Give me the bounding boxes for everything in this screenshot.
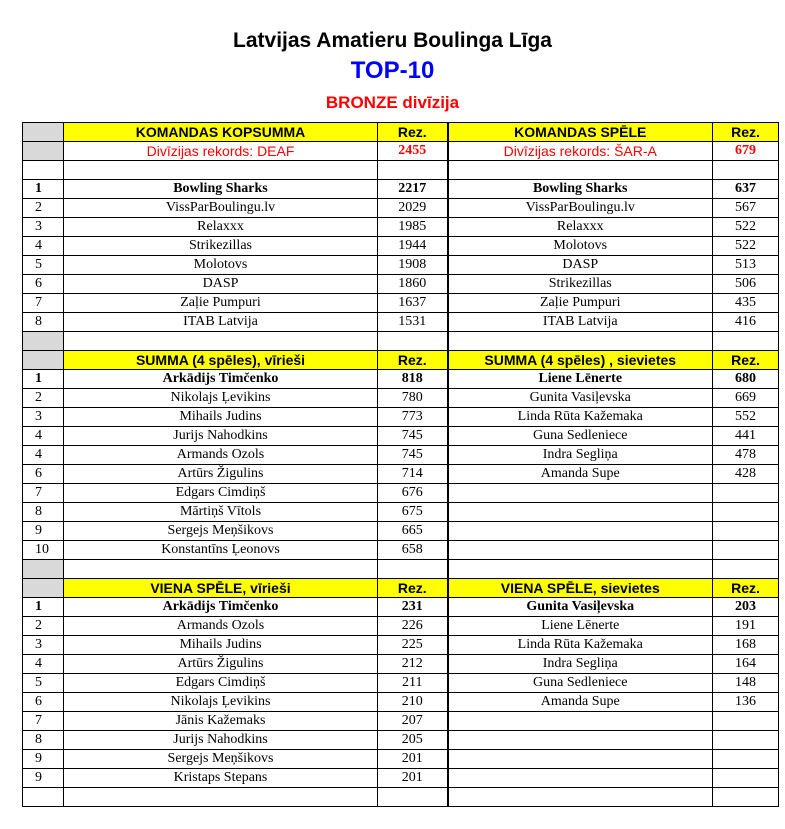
rank-header-cell	[23, 351, 64, 370]
blank-cell	[448, 560, 713, 579]
score-cell: 1637	[378, 294, 448, 313]
right-section-title: KOMANDAS SPĒLE	[448, 123, 713, 142]
score-cell: 506	[713, 275, 779, 294]
name-cell: Nikolajs Ļevikins	[64, 693, 378, 712]
left-rez-header: Rez.	[378, 123, 448, 142]
score-cell: 1944	[378, 237, 448, 256]
name-cell: Amanda Supe	[448, 465, 713, 484]
table-row	[23, 370, 779, 389]
rank-cell: 1	[23, 598, 64, 617]
blank-cell	[64, 332, 378, 351]
score-cell: 478	[713, 446, 779, 465]
table-row	[23, 712, 779, 731]
name-cell: DASP	[448, 256, 713, 275]
name-cell: Gunita Vasiļevska	[448, 389, 713, 408]
score-cell: 205	[378, 731, 448, 750]
score-cell: 665	[378, 522, 448, 541]
score-cell: 231	[378, 598, 448, 617]
name-cell: Amanda Supe	[448, 693, 713, 712]
score-cell: 714	[378, 465, 448, 484]
table-row	[23, 237, 779, 256]
name-cell: Guna Sedleniece	[448, 674, 713, 693]
rank-cell: 4	[23, 237, 64, 256]
blank-cell	[64, 560, 378, 579]
name-cell: Arkādijs Timčenko	[64, 370, 378, 389]
rank-cell: 5	[23, 674, 64, 693]
name-cell	[448, 731, 713, 750]
score-cell	[713, 484, 779, 503]
top-title: TOP-10	[350, 57, 435, 84]
score-cell: 168	[713, 636, 779, 655]
name-cell: VissParBoulingu.lv	[448, 199, 713, 218]
score-cell: 745	[378, 446, 448, 465]
name-cell: Bowling Sharks	[448, 180, 713, 199]
name-cell: Gunita Vasiļevska	[448, 598, 713, 617]
name-cell: ITAB Latvija	[64, 313, 378, 332]
table-row	[23, 218, 779, 237]
score-cell: 428	[713, 465, 779, 484]
name-cell: Mihails Judins	[64, 636, 378, 655]
spacer-row	[23, 332, 779, 351]
score-cell: 416	[713, 313, 779, 332]
score-cell: 658	[378, 541, 448, 560]
results-table	[22, 122, 779, 807]
rank-header-cell	[23, 123, 64, 142]
name-cell: Jānis Kažemaks	[64, 712, 378, 731]
score-cell	[713, 541, 779, 560]
right-rez-header: Rez.	[713, 579, 779, 598]
score-cell: 210	[378, 693, 448, 712]
name-cell: Artūrs Žigulins	[64, 655, 378, 674]
rank-cell: 1	[23, 370, 64, 389]
score-cell: 1908	[378, 256, 448, 275]
rank-cell: 9	[23, 522, 64, 541]
name-cell	[448, 750, 713, 769]
score-cell: 164	[713, 655, 779, 674]
blank-cell	[23, 788, 64, 807]
name-cell: Molotovs	[64, 256, 378, 275]
rank-cell: 2	[23, 199, 64, 218]
score-cell: 211	[378, 674, 448, 693]
name-cell: Molotovs	[448, 237, 713, 256]
blank-cell	[23, 161, 64, 180]
table-row	[23, 503, 779, 522]
blank-cell	[713, 788, 779, 807]
score-cell: 435	[713, 294, 779, 313]
name-cell: Armands Ozols	[64, 446, 378, 465]
rank-cell: 5	[23, 256, 64, 275]
record-value: 679	[713, 142, 779, 161]
right-rez-header: Rez.	[713, 351, 779, 370]
rank-cell: 2	[23, 389, 64, 408]
left-rez-header: Rez.	[378, 351, 448, 370]
table-row	[23, 598, 779, 617]
rank-cell: 7	[23, 712, 64, 731]
name-cell: Zaļie Pumpuri	[448, 294, 713, 313]
name-cell: Konstantīns Ļeonovs	[64, 541, 378, 560]
score-cell	[713, 503, 779, 522]
rank-cell	[23, 142, 64, 161]
name-cell: Guna Sedleniece	[448, 427, 713, 446]
spacer-row	[23, 560, 779, 579]
rank-cell: 8	[23, 503, 64, 522]
score-cell	[713, 522, 779, 541]
spacer-row	[23, 161, 779, 180]
score-cell	[713, 712, 779, 731]
rank-cell: 2	[23, 617, 64, 636]
score-cell	[713, 731, 779, 750]
table-row	[23, 465, 779, 484]
left-rez-header: Rez.	[378, 579, 448, 598]
name-cell: Jurijs Nahodkins	[64, 731, 378, 750]
rank-cell: 1	[23, 180, 64, 199]
table-row	[23, 446, 779, 465]
score-cell: 522	[713, 237, 779, 256]
score-cell: 226	[378, 617, 448, 636]
score-cell: 675	[378, 503, 448, 522]
score-cell: 201	[378, 750, 448, 769]
name-cell	[448, 712, 713, 731]
name-cell	[448, 769, 713, 788]
table-row	[23, 427, 779, 446]
blank-cell	[378, 788, 448, 807]
name-cell: Mihails Judins	[64, 408, 378, 427]
score-cell: 2029	[378, 199, 448, 218]
table-row	[23, 731, 779, 750]
name-cell: Linda Rūta Kažemaka	[448, 636, 713, 655]
score-cell: 203	[713, 598, 779, 617]
name-cell: Strikezillas	[64, 237, 378, 256]
score-cell	[713, 750, 779, 769]
score-cell: 207	[378, 712, 448, 731]
score-cell: 1985	[378, 218, 448, 237]
blank-cell	[713, 332, 779, 351]
rank-cell: 7	[23, 484, 64, 503]
table-row	[23, 655, 779, 674]
blank-cell	[23, 560, 64, 579]
blank-cell	[378, 161, 448, 180]
name-cell: ITAB Latvija	[448, 313, 713, 332]
name-cell: Zaļie Pumpuri	[64, 294, 378, 313]
name-cell: Liene Lēnerte	[448, 370, 713, 389]
left-section-title: SUMMA (4 spēles), vīrieši	[64, 351, 378, 370]
league-title: Latvijas Amatieru Boulinga Līga	[233, 29, 552, 52]
spacer-row	[23, 788, 779, 807]
table-row	[23, 313, 779, 332]
score-cell: 2217	[378, 180, 448, 199]
table-row	[23, 750, 779, 769]
table-row	[23, 522, 779, 541]
score-cell: 513	[713, 256, 779, 275]
blank-cell	[713, 161, 779, 180]
section-header-row	[23, 579, 779, 598]
name-cell: Relaxxx	[448, 218, 713, 237]
table-row	[23, 674, 779, 693]
table-row	[23, 541, 779, 560]
score-cell: 780	[378, 389, 448, 408]
blank-cell	[448, 332, 713, 351]
table-row	[23, 256, 779, 275]
score-cell: 552	[713, 408, 779, 427]
score-cell: 1531	[378, 313, 448, 332]
right-section-title: VIENA SPĒLE, sievietes	[448, 579, 713, 598]
score-cell: 680	[713, 370, 779, 389]
record-label: Divīzijas rekords: DEAF	[64, 142, 378, 161]
left-section-title: VIENA SPĒLE, vīrieši	[64, 579, 378, 598]
blank-cell	[448, 161, 713, 180]
score-cell: 212	[378, 655, 448, 674]
table-row	[23, 275, 779, 294]
record-value: 2455	[378, 142, 448, 161]
name-cell: Nikolajs Ļevikins	[64, 389, 378, 408]
score-cell: 136	[713, 693, 779, 712]
blank-cell	[378, 332, 448, 351]
table-row	[23, 180, 779, 199]
score-cell: 225	[378, 636, 448, 655]
table-row	[23, 769, 779, 788]
score-cell: 773	[378, 408, 448, 427]
rank-header-cell	[23, 579, 64, 598]
name-cell: Artūrs Žigulins	[64, 465, 378, 484]
blank-cell	[23, 332, 64, 351]
name-cell: Sergejs Meņšikovs	[64, 750, 378, 769]
name-cell: VissParBoulingu.lv	[64, 199, 378, 218]
score-cell: 818	[378, 370, 448, 389]
score-cell: 637	[713, 180, 779, 199]
name-cell: Armands Ozols	[64, 617, 378, 636]
name-cell: Strikezillas	[448, 275, 713, 294]
score-cell: 148	[713, 674, 779, 693]
score-cell: 567	[713, 199, 779, 218]
table-row	[23, 408, 779, 427]
score-cell: 669	[713, 389, 779, 408]
blank-cell	[448, 788, 713, 807]
score-cell: 201	[378, 769, 448, 788]
division-title: BRONZE divīzija	[325, 93, 460, 112]
rank-cell: 8	[23, 313, 64, 332]
rank-cell: 10	[23, 541, 64, 560]
table-row	[23, 617, 779, 636]
table-row	[23, 389, 779, 408]
name-cell: Edgars Cimdiņš	[64, 674, 378, 693]
score-cell: 676	[378, 484, 448, 503]
blank-cell	[713, 560, 779, 579]
rank-cell: 8	[23, 731, 64, 750]
rank-cell: 4	[23, 427, 64, 446]
name-cell: Indra Segliņa	[448, 655, 713, 674]
results-table-body	[23, 123, 779, 807]
rank-cell: 4	[23, 655, 64, 674]
name-cell	[448, 503, 713, 522]
score-cell: 191	[713, 617, 779, 636]
name-cell: Mārtiņš Vītols	[64, 503, 378, 522]
rank-cell: 9	[23, 750, 64, 769]
name-cell	[448, 541, 713, 560]
left-section-title: KOMANDAS KOPSUMMA	[64, 123, 378, 142]
name-cell: Bowling Sharks	[64, 180, 378, 199]
name-cell: Kristaps Stepans	[64, 769, 378, 788]
name-cell: Sergejs Meņšikovs	[64, 522, 378, 541]
division-record-row	[23, 142, 779, 161]
table-row	[23, 199, 779, 218]
score-cell: 522	[713, 218, 779, 237]
rank-cell: 9	[23, 769, 64, 788]
table-row	[23, 294, 779, 313]
rank-cell: 3	[23, 636, 64, 655]
blank-cell	[378, 560, 448, 579]
rank-cell: 6	[23, 693, 64, 712]
right-rez-header: Rez.	[713, 123, 779, 142]
table-row	[23, 484, 779, 503]
name-cell: Arkādijs Timčenko	[64, 598, 378, 617]
blank-cell	[64, 161, 378, 180]
table-row	[23, 636, 779, 655]
name-cell: Relaxxx	[64, 218, 378, 237]
rank-cell: 3	[23, 218, 64, 237]
rank-cell: 6	[23, 465, 64, 484]
section-header-row	[23, 351, 779, 370]
name-cell: Edgars Cimdiņš	[64, 484, 378, 503]
table-row	[23, 693, 779, 712]
name-cell: Indra Segliņa	[448, 446, 713, 465]
name-cell: Linda Rūta Kažemaka	[448, 408, 713, 427]
score-cell	[713, 769, 779, 788]
rank-cell: 4	[23, 446, 64, 465]
section-header-row	[23, 123, 779, 142]
name-cell: Jurijs Nahodkins	[64, 427, 378, 446]
blank-cell	[64, 788, 378, 807]
rank-cell: 6	[23, 275, 64, 294]
name-cell: Liene Lēnerte	[448, 617, 713, 636]
rank-cell: 3	[23, 408, 64, 427]
name-cell	[448, 522, 713, 541]
name-cell	[448, 484, 713, 503]
record-label: Divīzijas rekords: ŠAR-A	[448, 142, 713, 161]
right-section-title: SUMMA (4 spēles) , sievietes	[448, 351, 713, 370]
rank-cell: 7	[23, 294, 64, 313]
name-cell: DASP	[64, 275, 378, 294]
score-cell: 1860	[378, 275, 448, 294]
score-cell: 745	[378, 427, 448, 446]
score-cell: 441	[713, 427, 779, 446]
